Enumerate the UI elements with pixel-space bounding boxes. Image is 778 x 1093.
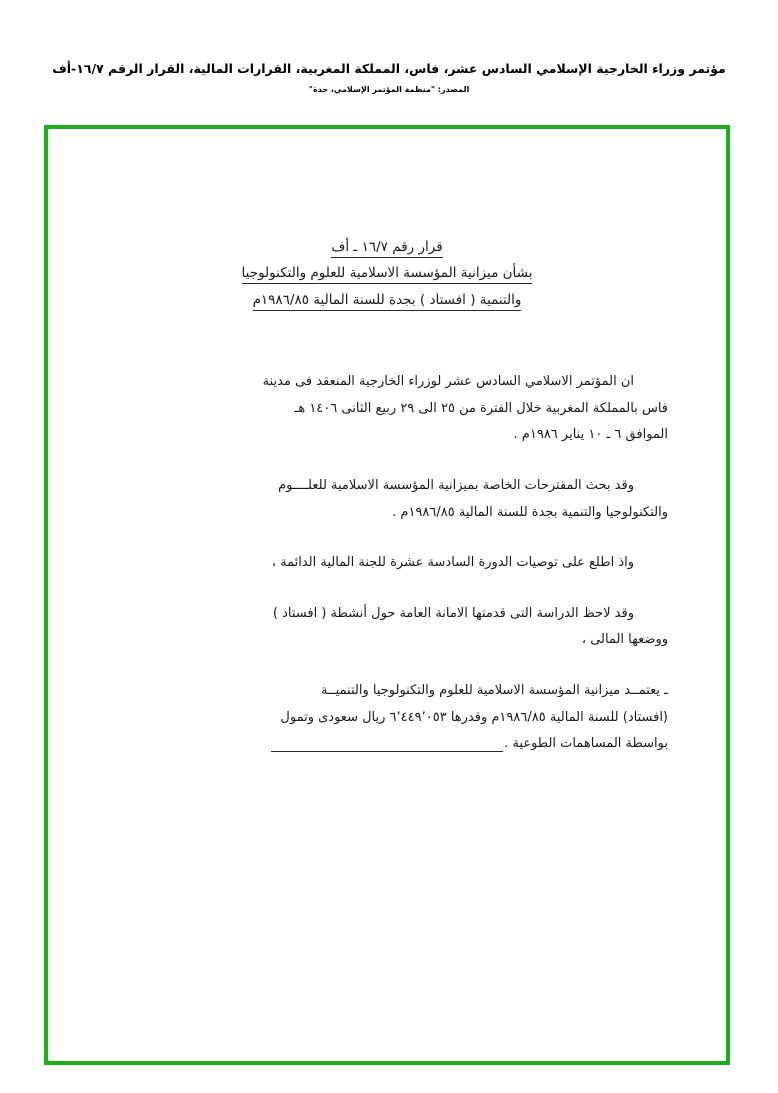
paragraph-resolution-item-line-1: ـ يعتمــد ميزانية المؤسسة الاسلامية للعلوم والتكنولوجيا والتنميــة <box>321 683 668 699</box>
title-line-2-text: بشأن ميزانية المؤسسة الاسلامية للعلوم والتكنولوجيا <box>242 265 533 284</box>
paragraph-resolution-item-line-3: بواسطة المساهمات الطوعية . <box>504 736 668 752</box>
title-line-3 <box>48 287 726 313</box>
paragraph-having-examined-line-1: وقد بحث المقترحات الخاصة بميزانية المؤسسة الاسلامية للعلــــوم <box>278 477 634 493</box>
title-line-2 <box>48 260 726 286</box>
header-title: مؤتمر وزراء الخارجية الإسلامي السادس عشر، فاس، المملكة المغربية، القرارات المالية، القرار الرقم ١٦/٧-أف <box>52 61 726 76</box>
paragraph-having-examined <box>106 473 668 526</box>
paragraph-preamble-line-2: فاس بالمملكة المغربية خلال الفترة من ٢٥ الى ٢٩ ربيع الثانى ١٤٠٦ هـ <box>294 400 668 416</box>
title-line-1 <box>48 234 726 260</box>
title-line-3-text: والتنمية ( افستاد ) بجدة للسنة المالية ١٩٨٦/٨٥م <box>253 292 522 311</box>
paragraph-having-observed <box>106 601 668 654</box>
paragraph-preamble-line-1: ان المؤتمر الاسلامي السادس عشر لوزراء الخارجية المنعقد فى مدينة <box>262 374 634 389</box>
bottom-divider <box>48 751 726 752</box>
paragraph-having-noted-line-1: واذ اطلع على توصيات الدورة السادسة عشرة للجنة المالية الدائمة ، <box>271 555 634 571</box>
header-source: المصدر: "منظمة المؤتمر الإسلامي، جدة" <box>308 84 470 94</box>
paragraph-having-noted <box>106 550 668 577</box>
paragraph-preamble-line-3: الموافق ٦ ـ ١٠ يناير ١٩٨٦م . <box>513 427 668 443</box>
paragraph-resolution-item-line-2: (افستاد) للسنة المالية ١٩٨٦/٨٥م وقدرها ٦٬٤٤٩٬٠٥٣ ريال سعودى وتمول <box>280 709 668 725</box>
scanned-page-frame <box>44 125 730 1065</box>
paragraph-having-observed-line-2: ووضعها المالى ، <box>581 632 668 648</box>
paragraph-resolution-item <box>106 678 668 758</box>
title-line-1-text: قرار رقم ١٦/٧ ـ أف <box>331 239 442 258</box>
paragraph-having-observed-line-1: وقد لاحظ الدراسة التى قدمتها الامانة العامة حول أنشطة ( افستاد ) <box>272 605 634 621</box>
resolution-title-block <box>48 234 726 313</box>
document-header <box>0 0 778 94</box>
scanned-page-content <box>48 129 726 1061</box>
paragraph-having-examined-line-2: والتكنولوجيا والتنمية بجدة للسنة المالية ١٩٨٦/٨٥م . <box>392 504 668 520</box>
paragraph-preamble <box>106 369 668 449</box>
resolution-body <box>106 369 668 782</box>
divider-line <box>271 751 503 752</box>
